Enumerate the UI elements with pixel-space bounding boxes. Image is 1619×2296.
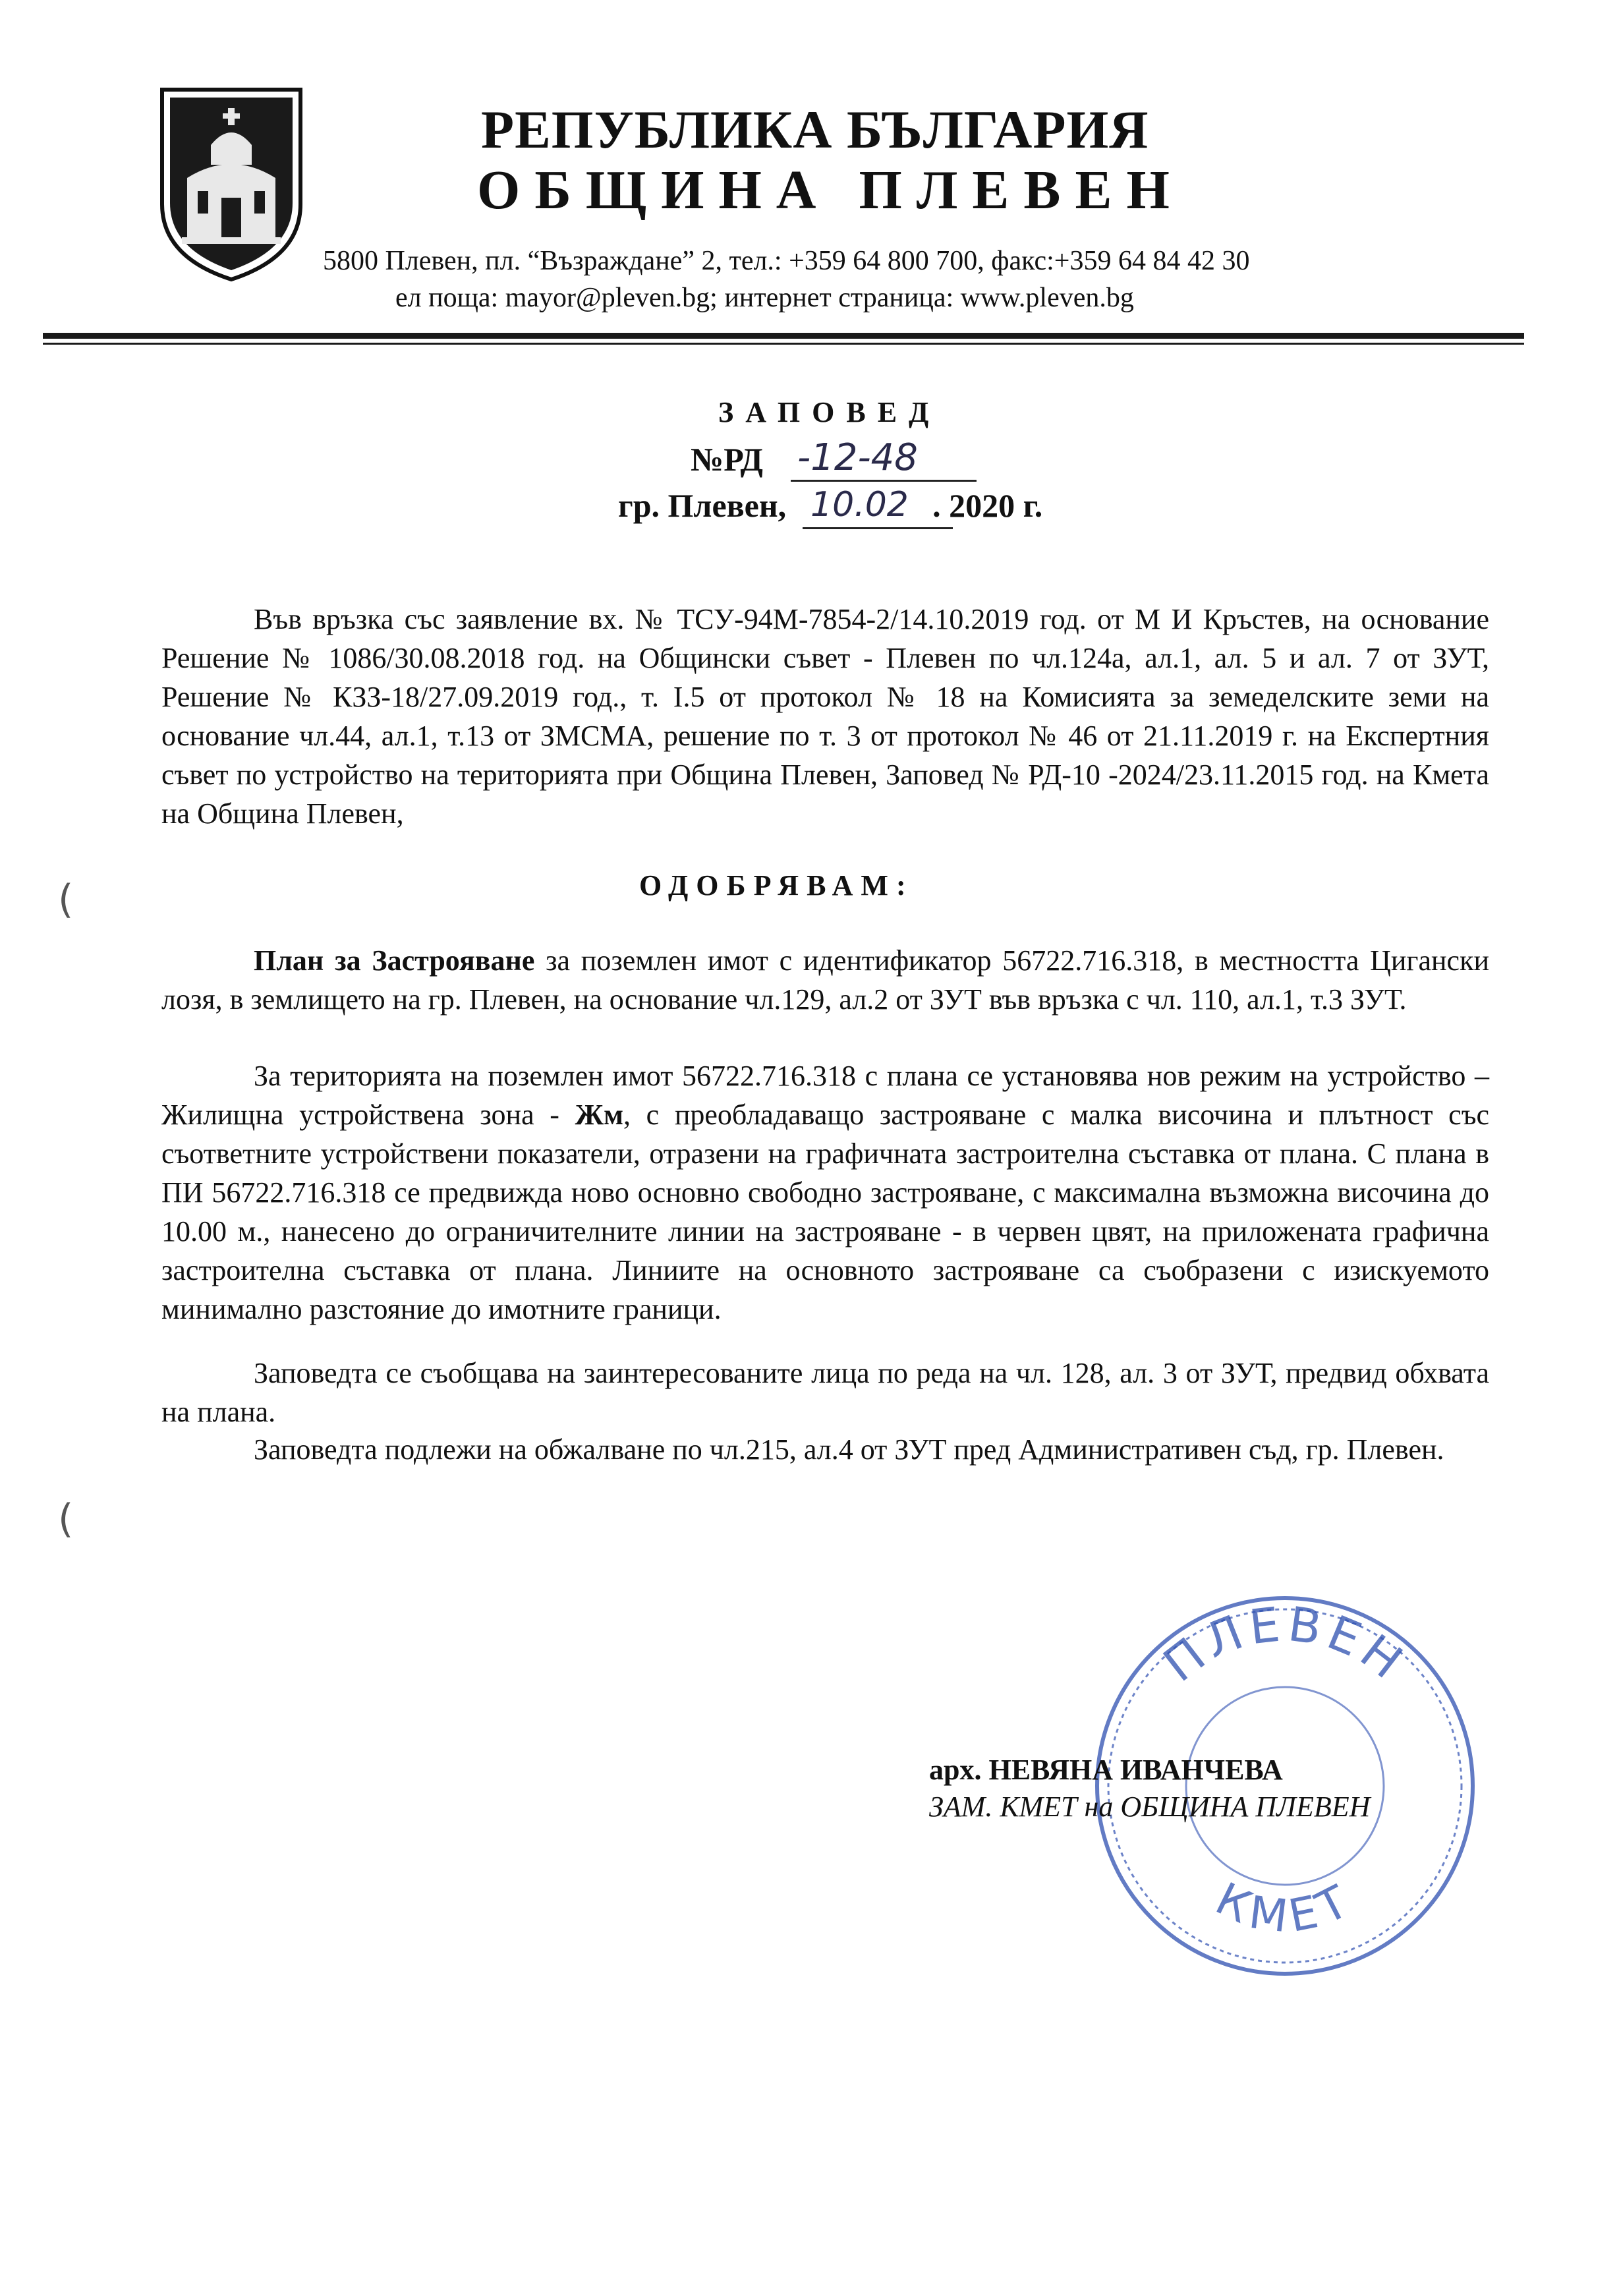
header-divider-thick [43,333,1524,339]
order-number-handwritten: -12-48 [797,436,918,479]
address-line: 5800 Плевен, пл. “Възраждане” 2, тел.: +359 64 800 700, факс:+359 64 84 42 30 [323,246,1250,276]
signatory-name: арх. НЕВЯНА ИВАНЧЕВА [929,1754,1283,1786]
order-title: ЗАПОВЕД [718,396,941,428]
year-suffix: . 2020 г. [932,487,1043,524]
plan-text: за поземлен имот с идентификатор 56722.716.318, в местността Цигански лозя, в землището на гр. Плевен, на основание чл.129, ал.2 от ЗУТ във връзка с чл. 110, ал.1, т.3 ЗУТ. [161,944,1490,1016]
order-number-underline [791,480,977,482]
order-number-label: №РД [691,441,763,478]
republic-title: РЕПУБЛИКА БЪЛГАРИЯ [481,100,1149,159]
margin-mark-icon: ( [58,876,74,923]
svg-text:ПЛЕВЕН [1153,1596,1416,1692]
plan-paragraph [161,941,1489,1019]
intro-paragraph [161,600,1489,833]
zone-code: Жм [575,1099,624,1131]
contact-line: ел поща: mayor@pleven.bg; интернет страница: www.pleven.bg [395,283,1134,313]
order-date-underline [803,527,953,529]
intro-text: Във връзка със заявление вх. № ТСУ-94М-7854-2/14.10.2019 год. от М И Кръстев, на основание Решение № 1086/30.08.2018 год. на Общински съвет - Плевен по чл.124а, ал.1, ал. 5 и ал. 7 от ЗУТ, Решение № КЗЗ-18/27.09.2019 год., т. I.5 от протокол № 18 на Комисията за земеделските земи на основание чл.44, ал.1, т.13 от ЗМСМА, решение по т. 3 от протокол № 46 от 21.11.2019 г. на Експертния съвет по устройство на територията при Община Плевен, Заповед № РД-10 -2024/23.11.2015 год. на Кмета на Община Плевен, [161,603,1489,830]
plan-bold: План за Застрояване [254,944,535,977]
header-divider-thin [43,343,1524,345]
margin-mark-icon: ( [58,1496,74,1542]
territory-text-a: За територията на поземлен имот 56722.716.318 с плана се установява нов режим на устройство – Жилищна устройствена зона - [161,1060,1489,1131]
pleven-crest-icon [158,86,304,283]
notify-paragraph [161,1354,1489,1431]
order-date-handwritten: 10.02 [810,485,909,525]
stamp-bottom-text: КМЕТ [1207,1873,1363,1944]
stamp-top-text: ПЛЕВЕН [1153,1595,1417,1693]
municipality-title: ОБЩИНА ПЛЕВЕН [477,159,1184,221]
signatory-title: ЗАМ. КМЕТ на ОБЩИНА ПЛЕВЕН [929,1791,1371,1823]
territory-paragraph [161,1056,1489,1329]
appeal-text: Заповедта подлежи на обжалване по чл.215, ал.4 от ЗУТ пред Административен съд, гр. Плевен. [254,1433,1444,1466]
approve-heading: ОДОБРЯВАМ: [639,869,914,902]
city-label: гр. Плевен, [618,487,787,524]
appeal-paragraph [161,1430,1489,1469]
notify-text: Заповедта се съобщава на заинтересованите лица по реда на чл. 128, ал. 3 от ЗУТ, предвид обхвата на плана. [161,1357,1489,1428]
territory-text-b: , с преобладаващо застрояване с малка височина и плътност със съответните устройствени показатели, отразени на графичната застроителна съставка от плана. С плана в ПИ 56722.716.318 се предвижда ново основно свободно застрояване, с максимална възможна височина до 10.00 м., нанесено до ограничителните линии на застрояване - в червен цвят, на приложената графична застроителна съставка от плана. Линиите на основното застрояване са съобразени с изискуемото минимално разстояние до имотните граници. [161,1099,1489,1325]
svg-text:КМЕТ [1208,1873,1363,1944]
